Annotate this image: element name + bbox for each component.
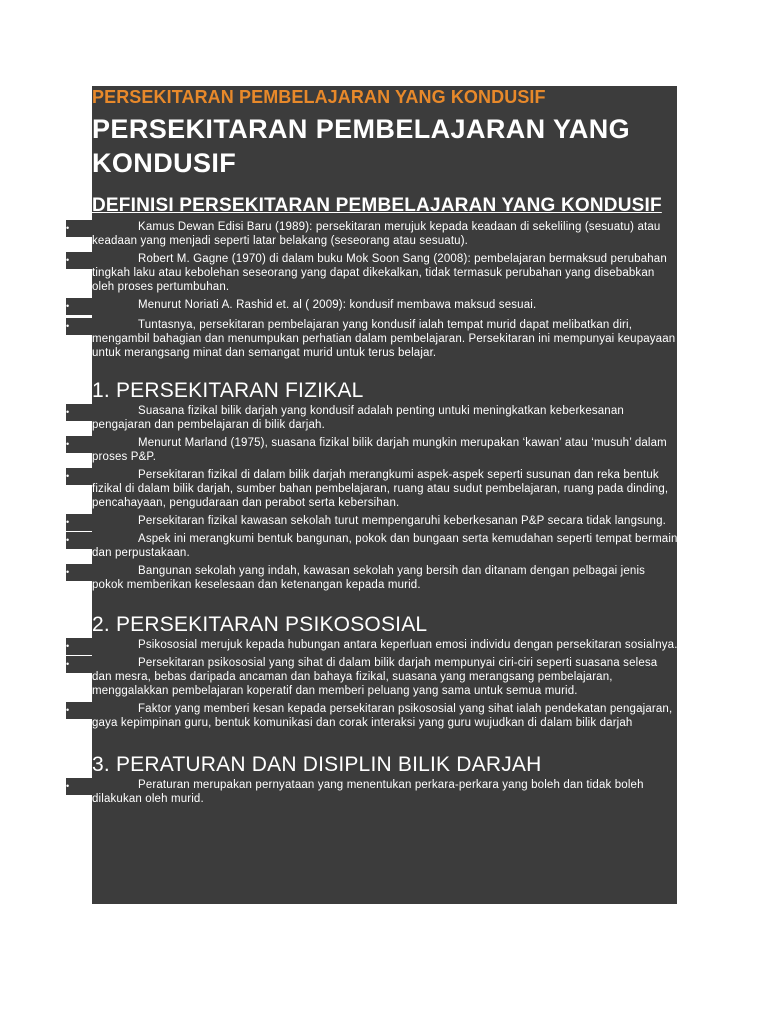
section-heading-peraturan: 3. PERATURAN DAN DISIPLIN BILIK DARJAH [92, 753, 542, 776]
bullet-icon: • [66, 298, 92, 315]
bullet-icon: • [66, 404, 92, 421]
bullet-icon: • [66, 514, 92, 531]
section-heading-psikososial: 2. PERSEKITARAN PSIKOSOSIAL [92, 613, 428, 636]
peraturan-list [66, 778, 678, 806]
definition-list [66, 220, 678, 360]
list-item [66, 638, 678, 652]
bullet-icon: • [66, 252, 92, 269]
section-heading-fizikal: 1. PERSEKITARAN FIZIKAL [92, 379, 364, 402]
list-item [66, 514, 678, 528]
list-item [66, 252, 678, 294]
list-item [66, 436, 678, 464]
fizikal-list [66, 404, 678, 592]
list-item-text: Psikososial merujuk kepada hubungan antara keperluan emosi individu dengan persekitaran sosialnya. [138, 639, 678, 651]
list-item-text: Menurut Marland (1975), suasana fizikal bilik darjah mungkin merupakan ‘kawan’ atau ‘musuh’ dalam proses P&P. [92, 437, 667, 463]
list-item [66, 318, 678, 360]
list-item-text: Menurut Noriati A. Rashid et. al ( 2009): kondusif membawa maksud sesuai. [138, 299, 537, 311]
list-item [66, 298, 678, 312]
bullet-icon: • [66, 702, 92, 719]
small-title: PERSEKITARAN PEMBELAJARAN YANG KONDUSIF [92, 87, 546, 107]
definition-heading: DEFINISI PERSEKITARAN PEMBELAJARAN YANG KONDUSIF [92, 195, 662, 216]
list-item [66, 702, 678, 730]
list-item [66, 468, 678, 510]
list-item-text: Suasana fizikal bilik darjah yang kondusif adalah penting untuki meningkatkan keberkesanan pengajaran dan pembelajaran di bilik darjah. [92, 405, 624, 431]
list-item-text: Faktor yang memberi kesan kepada persekitaran psikososial yang sihat ialah pendekatan pengajaran, gaya kepimpinan guru, bentuk komunikasi dan corak interaksi yang guru wujudkan di dalam bilik darjah [92, 703, 673, 729]
list-item-text: Robert M. Gagne (1970) di dalam buku Mok Soon Sang (2008): pembelajaran bermaksud perubahan tingkah laku atau kebolehan seseorang yang dapat dikekalkan, tidak termasuk perubahan yang disebabkan oleh proses pertumbuhan. [92, 253, 667, 293]
bullet-icon: • [66, 468, 92, 485]
list-item [66, 220, 678, 248]
page-title: PERSEKITARAN PEMBELAJARAN YANG KONDUSIF [92, 114, 631, 178]
list-item-text: Bangunan sekolah yang indah, kawasan sekolah yang bersih dan ditanam dengan pelbagai jenis pokok memberikan keselesaan dan ketenangan kepada murid. [92, 565, 646, 591]
list-item-text: Persekitaran psikososial yang sihat di dalam bilik darjah mempunyai ciri-ciri seperti suasana selesa dan mesra, bebas daripada ancaman dan bahaya fizikal, suasana yang merangsang pembelajaran, menggalakkan pembelajaran koperatif dan memberi peluang yang sama untuk semua murid. [92, 657, 658, 697]
list-item-text: Persekitaran fizikal kawasan sekolah turut mempengaruhi keberkesanan P&P secara tidak langsung. [138, 515, 666, 527]
list-item-text: Persekitaran fizikal di dalam bilik darjah merangkumi aspek-aspek seperti susunan dan reka bentuk fizikal di dalam bilik darjah, sumber bahan pembelajaran, ruang atau sudut pembelajaran, ruang pada dinding, pencahayaan, pengudaraan dan perabot serta kebersihan. [92, 469, 669, 509]
list-item-text: Kamus Dewan Edisi Baru (1989): persekitaran merujuk kepada keadaan di sekeliling (sesuatu) atau keadaan yang menjadi seperti latar belakang (seseorang atau sesuatu). [92, 221, 661, 247]
list-item [66, 656, 678, 698]
list-item-text: Tuntasnya, persekitaran pembelajaran yang kondusif ialah tempat murid dapat melibatkan diri, mengambil bahagian dan menumpukan perhatian dalam pembelajaran. Persekitaran ini mempunyai keupayaan untuk merangsang minat dan semangat murid untuk terus belajar. [92, 319, 676, 359]
bullet-icon: • [66, 656, 92, 673]
bullet-icon: • [66, 564, 92, 581]
list-item [66, 404, 678, 432]
bullet-icon: • [66, 638, 92, 655]
bullet-icon: • [66, 318, 92, 335]
list-item [66, 778, 678, 806]
list-item-text: Peraturan merupakan pernyataan yang menentukan perkara-perkara yang boleh dan tidak boleh dilakukan oleh murid. [92, 779, 644, 805]
bullet-icon: • [66, 220, 92, 237]
list-item [66, 564, 678, 592]
document-content [66, 86, 678, 806]
bullet-icon: • [66, 436, 92, 453]
psikososial-list [66, 638, 678, 730]
list-item [66, 532, 678, 560]
bullet-icon: • [66, 778, 92, 795]
bullet-icon: • [66, 532, 92, 549]
list-item-text: Aspek ini merangkumi bentuk bangunan, pokok dan bungaan serta kemudahan seperti tempat bermain dan perpustakaan. [92, 533, 678, 559]
